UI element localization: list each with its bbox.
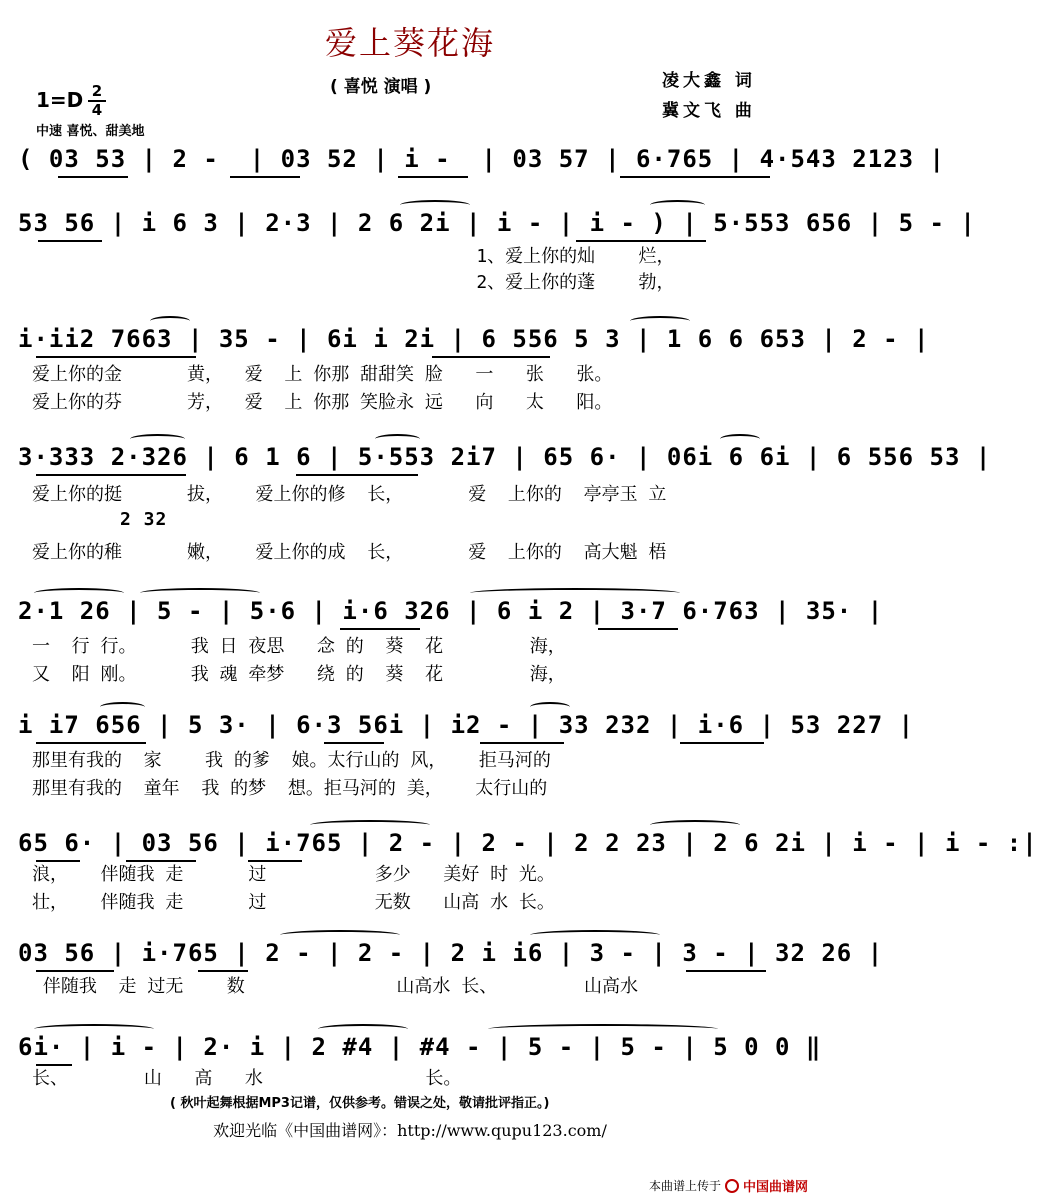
slur-mark <box>140 588 260 598</box>
beam-underline <box>296 474 418 476</box>
site-logo-icon <box>725 1179 739 1193</box>
score-line-9-notes: 6i· | i - | 2· i | 2 #4 | #4 - | 5 - | 5 - | 5 0 0 ‖ <box>18 1033 822 1061</box>
score-line-2-lyric-2: 2、爱上你的蓬 勃， <box>32 272 675 293</box>
slur-mark <box>400 200 470 210</box>
score-line-7-lyric-1: 浪， 伴随我 走 过 多少 美好 时 光。 <box>32 864 555 885</box>
beam-underline <box>620 176 770 178</box>
score-line-6-lyric-2: 那里有我的 童年 我 的梦 想。拒马河的 美， 太行山的 <box>32 778 548 799</box>
slur-mark <box>720 434 760 444</box>
score-line-3-lyric-1: 爱上你的金 黄， 爱 上 你那 甜甜笑 脸 一 张 张。 <box>32 364 613 385</box>
beam-underline <box>58 176 128 178</box>
score-line-5-notes: 2·1 26 | 5 - | 5·6 | i·6 326 | 6 i 2 | 3·7 6·763 | 35· | <box>18 597 884 625</box>
slur-mark <box>530 702 570 712</box>
transcription-note: ( 秋叶起舞根据MP3记谱，仅供参考。错误之处，敬请批评指正。) <box>170 1096 550 1111</box>
score-line-2-lyric-1: 1、爱上你的灿 烂， <box>32 246 675 267</box>
score-line-4-lyric-1: 爱上你的挺 拔， 爱上你的修 长， 爱 上你的 亭亭玉 立 <box>32 484 667 505</box>
upload-label: 本曲谱上传于 <box>648 1179 721 1193</box>
slur-mark <box>280 930 400 940</box>
beam-underline <box>36 970 114 972</box>
beam-underline <box>480 742 564 744</box>
score-line-7-notes: 65 6· | 03 56 | i·765 | 2 - | 2 - | 2 2 23 | 2 6 2i | i - | i - :| <box>18 829 1038 857</box>
beam-underline <box>680 742 764 744</box>
tempo-marking: 中速 喜悦、甜美地 <box>36 124 145 139</box>
upload-attribution <box>649 1176 808 1195</box>
key-signature: 1=D <box>36 88 84 112</box>
performer-subtitle: ( 喜悦 演唱 ) <box>330 77 432 97</box>
slur-mark <box>34 588 124 598</box>
welcome-link-text[interactable]: 欢迎光临《中国曲谱网》：http://www.qupu123.com/ <box>213 1121 607 1140</box>
beam-underline <box>36 356 196 358</box>
score-line-3-lyric-2: 爱上你的芬 芳， 爱 上 你那 笑脸永 远 向 太 阳。 <box>32 392 613 413</box>
score-line-5-lyric-1: 一 行 行。 我 日 夜思 念 的 葵 花 海， <box>32 636 566 657</box>
beam-underline <box>432 356 550 358</box>
score-line-8-lyric-1: 伴随我 走 过无 数 山高水 长、 山高水 <box>32 976 638 997</box>
slur-mark <box>630 316 690 326</box>
slur-mark <box>650 200 705 210</box>
slur-mark <box>530 930 660 940</box>
lyricist-credit: 凌大鑫 词 <box>662 71 756 91</box>
slur-mark <box>100 702 145 712</box>
beam-underline <box>598 628 678 630</box>
score-line-9-lyric-1: 长、 山 高 水 长。 <box>32 1068 462 1089</box>
score-line-7-lyric-2: 壮， 伴随我 走 过 无数 山高 水 长。 <box>32 892 555 913</box>
beam-underline <box>324 742 384 744</box>
score-line-5-lyric-2: 又 阳 刚。 我 魂 牵梦 绕 的 葵 花 海， <box>32 664 566 685</box>
beam-underline <box>686 970 766 972</box>
slur-mark <box>318 1024 408 1034</box>
composer-credit: 冀文飞 曲 <box>662 101 756 121</box>
beam-underline <box>398 176 468 178</box>
slur-mark <box>470 588 680 598</box>
slur-mark <box>488 1024 718 1034</box>
time-sig-top: 2 <box>91 82 103 100</box>
time-sig-bottom: 4 <box>91 101 103 119</box>
beam-underline <box>38 240 102 242</box>
score-line-4-lyric-2: 爱上你的稚 嫩， 爱上你的成 长， 爱 上你的 高大魁 梧 <box>32 542 667 563</box>
score-line-2-notes: 53 56 | i 6 3 | 2·3 | 2 6 2i | i - | i - ) | 5·553 656 | 5 - | <box>18 209 976 237</box>
score-line-8-notes: 03 56 | i·765 | 2 - | 2 - | 2 i i6 | 3 - | 3 - | 32 26 | <box>18 939 884 967</box>
score-line-6-notes: i i7 656 | 5 3· | 6·3 56i | i2 - | 33 232 | i·6 | 53 227 | <box>18 711 915 739</box>
slur-mark <box>150 316 190 326</box>
time-signature <box>88 84 106 118</box>
score-line-4-variant-notes: 2 32 <box>120 509 168 530</box>
page-title: 爱上葵花海 <box>324 24 495 62</box>
slur-mark <box>130 434 185 444</box>
slur-mark <box>650 820 740 830</box>
beam-underline <box>340 628 420 630</box>
site-logo-text[interactable]: 中国曲谱网 <box>742 1180 808 1195</box>
score-line-3-notes: i·ii2 7663 | 35 - | 6i i 2i | 6 556 5 3 | 1 6 6 653 | 2 - | <box>18 325 930 353</box>
score-line-6-lyric-1: 那里有我的 家 我 的爹 娘。太行山的 风， 拒马河的 <box>32 750 551 771</box>
beam-underline <box>198 970 248 972</box>
score-line-1-notes: ( 03 53 | 2 - | 03 52 | i - | 03 57 | 6·765 | 4·543 2123 | <box>18 145 945 173</box>
beam-underline <box>36 474 186 476</box>
slur-mark <box>34 1024 154 1034</box>
beam-underline <box>576 240 706 242</box>
beam-underline <box>230 176 300 178</box>
slur-mark <box>310 820 430 830</box>
slur-mark <box>375 434 420 444</box>
beam-underline <box>36 742 146 744</box>
score-line-4-notes: 3·333 2·326 | 6 1 6 | 5·553 2i7 | 65 6· | 06i 6 6i | 6 556 53 | <box>18 443 992 471</box>
